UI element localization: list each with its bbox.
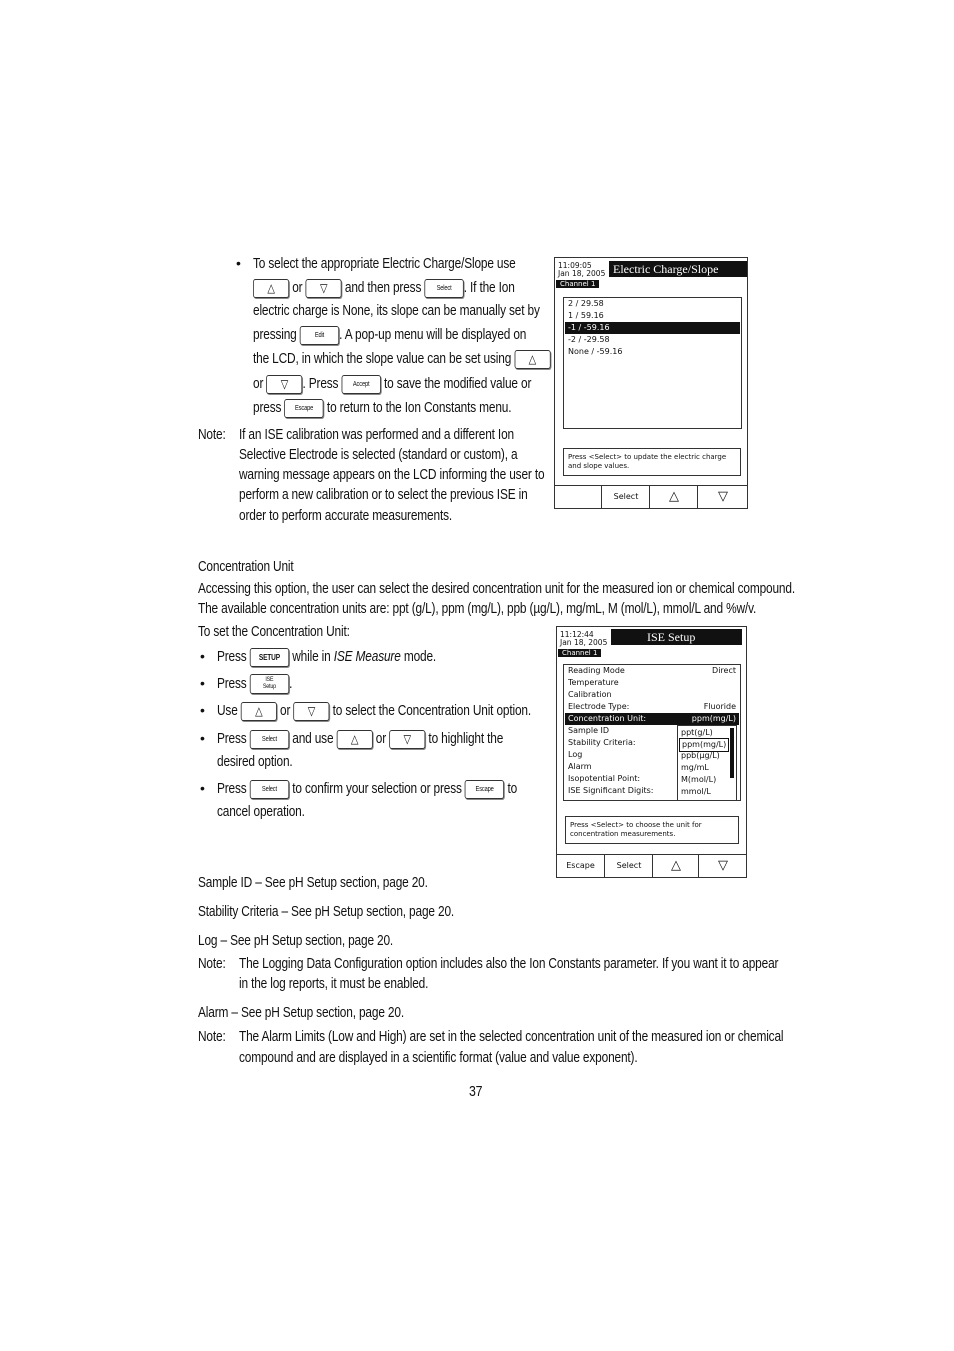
softkey-select[interactable]: Select <box>604 855 653 877</box>
note-line: The Logging Data Configuration option includes also the Ion Constants parameter. If you want it to appear <box>239 956 779 972</box>
note-line: in the log reports, it must be enabled. <box>239 976 429 992</box>
popup-item[interactable]: ppb(µg/L) <box>681 751 720 760</box>
select-key-icon: Select <box>250 780 289 799</box>
accept-key-icon: Accept <box>341 375 380 394</box>
list-item[interactable]: Log <box>568 750 583 759</box>
alarm-line: Alarm – See pH Setup section, page 20. <box>198 1005 404 1021</box>
list-item[interactable]: Temperature <box>568 678 619 687</box>
sec1-line5: the LCD, in which the slope value can be set using △ <box>253 349 550 369</box>
softkey-up-icon[interactable]: △ <box>649 486 698 508</box>
step-line-cont: desired option. <box>217 754 293 770</box>
list-item[interactable]: ISE Significant Digits: <box>568 786 654 795</box>
bullet: • <box>236 255 241 271</box>
step-line: Press Select and use △ or ▽ to highlight the <box>217 731 504 747</box>
ise-setup-key-icon: ISE Setup <box>250 674 289 694</box>
bullet: • <box>200 648 205 664</box>
step-line-cont: cancel operation. <box>217 804 305 820</box>
down-key-icon: ▽ <box>389 730 425 749</box>
softkey-down-icon[interactable]: ▽ <box>698 855 747 877</box>
lcd-title: ISE Setup <box>611 629 742 645</box>
step-line: Press SETUP while in ISE Measure mode. <box>217 649 437 665</box>
paragraph: The available concentration units are: ppt (g/L), ppm (mg/L), ppb (µg/L), mg/mL, M (mol/L), mmol/L and %w/v. <box>198 601 757 617</box>
step-line: Use △ or ▽ to select the Concentration Unit option. <box>217 703 532 719</box>
lcd-softkeys <box>555 485 747 508</box>
list-item[interactable]: Calibration <box>568 690 612 699</box>
list-item[interactable]: Electrode Type: Fluoride <box>568 702 736 711</box>
popup-scrollbar[interactable] <box>730 728 734 778</box>
paragraph: Accessing this option, the user can select the desired concentration unit for the measured ion or chemical compound. <box>198 581 795 597</box>
up-key-icon: △ <box>241 702 277 721</box>
note-label: Note: <box>198 956 226 972</box>
lcd-date: Jan 18, 2005 <box>560 638 608 647</box>
down-key-icon: ▽ <box>306 279 342 298</box>
list-item[interactable]: Stability Criteria: <box>568 738 636 747</box>
lcd-message: Press <Select> to choose the unit for concentration measurements. <box>565 816 739 844</box>
bullet: • <box>200 675 205 691</box>
escape-key-icon: Escape <box>465 780 504 799</box>
list-item-selected[interactable]: -1 / -59.16 <box>565 322 740 334</box>
softkey-blank[interactable] <box>555 486 601 508</box>
bullet: • <box>200 780 205 796</box>
escape-key-icon: Escape <box>284 399 323 418</box>
step-line: Press ISE Setup . <box>217 674 292 694</box>
sec1-line1: To select the appropriate Electric Charge/Slope use <box>253 256 516 272</box>
sec1-line6: or ▽ . Press Accept to save the modified value or <box>253 376 532 392</box>
setup-key-icon: SETUP <box>250 648 289 667</box>
down-key-icon: ▽ <box>266 375 302 394</box>
note-line: Selective Electrode is selected (standard or custom), a <box>239 447 518 463</box>
select-key-icon: Select <box>250 730 289 749</box>
softkey-up-icon[interactable]: △ <box>652 855 699 877</box>
list-item-selected[interactable]: Concentration Unit: ppm(mg/L) <box>565 713 739 725</box>
note-label: Note: <box>198 427 226 443</box>
lcd-list <box>563 297 742 429</box>
list-item[interactable]: -2 / -29.58 <box>568 335 610 344</box>
softkey-select[interactable]: Select <box>601 486 650 508</box>
bullet: • <box>200 730 205 746</box>
sec1-line7: press Escape to return to the Ion Constants menu. <box>253 400 512 416</box>
select-key-icon: Select <box>424 279 463 298</box>
bullet: • <box>200 702 205 718</box>
popup-item[interactable]: M(mol/L) <box>681 775 717 784</box>
popup-item[interactable]: ppt(g/L) <box>681 728 713 737</box>
lcd-date: Jan 18, 2005 <box>558 269 606 278</box>
step-line: Press Select to confirm your selection or press Escape to <box>217 781 518 797</box>
sec1-line4: pressing Edit . A pop-up menu will be displayed on <box>253 327 527 343</box>
softkey-escape[interactable]: Escape <box>566 861 595 870</box>
stability-line: Stability Criteria – See pH Setup section, page 20. <box>198 904 455 920</box>
lcd-time: 11:09:05 <box>558 261 592 270</box>
list-item[interactable]: Alarm <box>568 762 592 771</box>
popup-item-selected[interactable]: ppm(mg/L) <box>679 738 729 752</box>
list-item[interactable]: Sample ID <box>568 726 610 735</box>
page-number: 37 <box>469 1084 483 1100</box>
note-label: Note: <box>198 1029 226 1045</box>
lcd-ise-setup <box>556 626 747 878</box>
note-line: If an ISE calibration was performed and a different Ion <box>239 427 514 443</box>
down-key-icon: ▽ <box>293 702 329 721</box>
list-item[interactable]: Isopotential Point: <box>568 774 641 783</box>
sec1-line3: electric charge is None, its slope can be manually set by <box>253 303 540 319</box>
up-key-icon: △ <box>253 279 289 298</box>
softkey-down-icon[interactable]: ▽ <box>697 486 748 508</box>
lcd-title: Electric Charge/Slope <box>609 261 747 277</box>
lcd-softkeys <box>557 854 746 877</box>
sample-id-line: Sample ID – See pH Setup section, page 20. <box>198 875 428 891</box>
up-key-icon: △ <box>337 730 373 749</box>
popup-item[interactable]: mmol/L <box>681 787 711 796</box>
note-line: perform a new calibration or to select the previous ISE in <box>239 487 528 503</box>
list-item[interactable]: None / -59.16 <box>568 347 623 356</box>
paragraph: To set the Concentration Unit: <box>198 624 350 640</box>
list-item[interactable]: Reading Mode Direct <box>568 666 736 675</box>
section-heading: Concentration Unit <box>198 559 294 575</box>
lcd-list <box>563 664 741 801</box>
note-line: compound and are displayed in a scientific format (value and value exponent). <box>239 1050 638 1066</box>
log-line: Log – See pH Setup section, page 20. <box>198 933 394 949</box>
lcd-message: Press <Select> to update the electric charge and slope values. <box>563 448 741 476</box>
lcd-electric-charge-slope <box>554 257 748 509</box>
note-line: order to perform accurate measurements. <box>239 508 453 524</box>
list-item[interactable]: 2 / 29.58 <box>568 299 604 308</box>
up-key-icon: △ <box>514 350 550 369</box>
popup-item[interactable]: mg/mL <box>681 763 709 772</box>
note-line: warning message appears on the LCD informing the user to <box>239 467 545 483</box>
sec1-line2: △ or ▽ and then press Select . If the Ion <box>253 278 515 298</box>
lcd-channel: Channel 1 <box>556 280 599 288</box>
lcd-time: 11:12:44 <box>560 630 594 639</box>
list-item[interactable]: 1 / 59.16 <box>568 311 604 320</box>
lcd-channel: Channel 1 <box>558 649 601 657</box>
unit-popup <box>677 725 737 801</box>
note-line: The Alarm Limits (Low and High) are set in the selected concentration unit of the measured ion or chemical <box>239 1029 784 1045</box>
edit-key-icon: Edit <box>300 326 339 345</box>
